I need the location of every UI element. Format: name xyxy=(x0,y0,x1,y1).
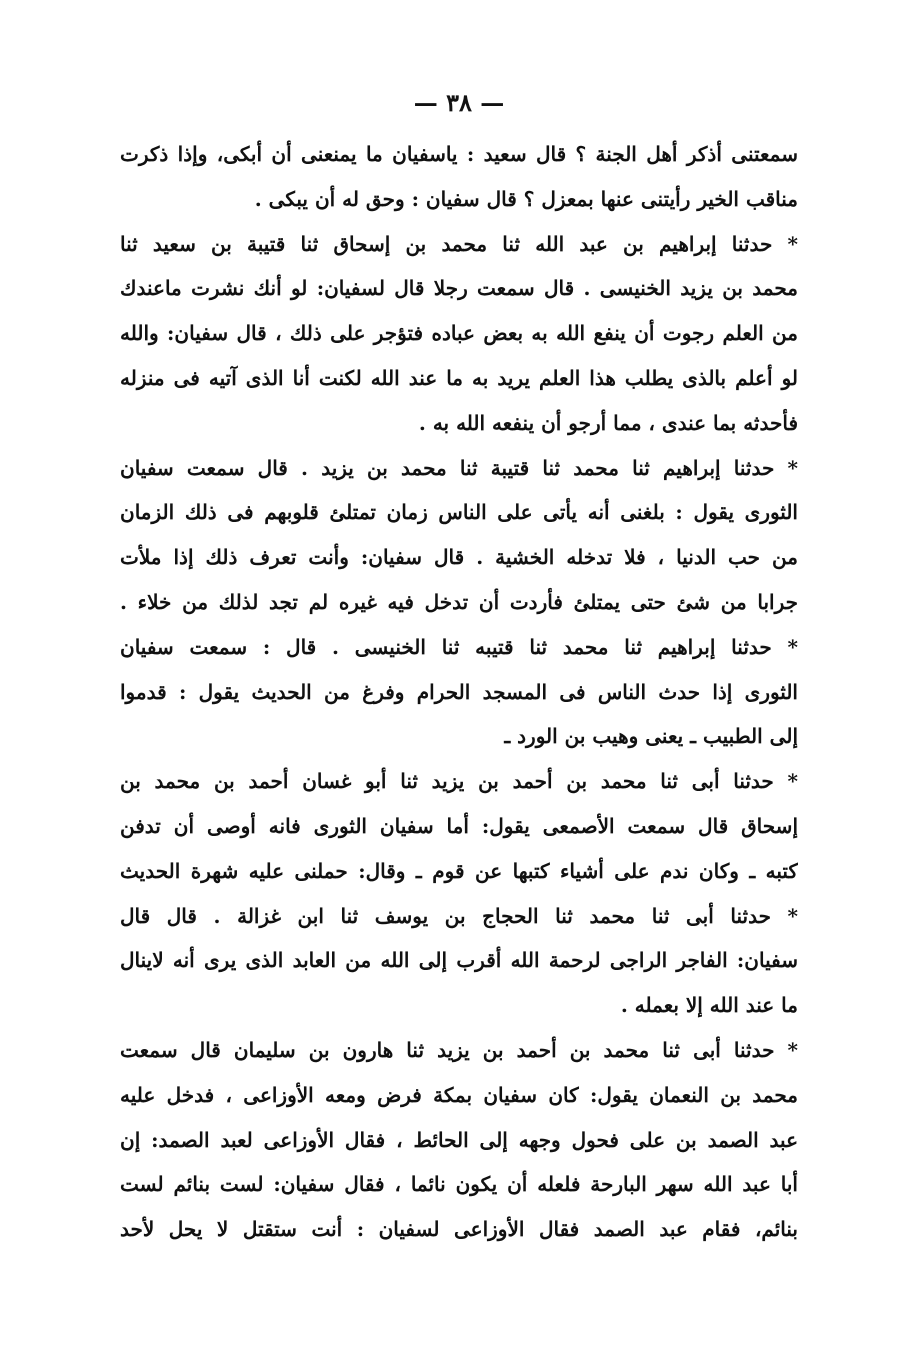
text-line: عبد الصمد بن على فحول وجهه إلى الحائط ، فقال الأوزاعى لعبد الصمد: إن xyxy=(120,1127,798,1152)
text-line: إسحاق قال سمعت الأصمعى يقول: أما سفيان الثورى فانه أوصى أن تدفن xyxy=(120,813,798,838)
text-line: محمد بن النعمان يقول: كان سفيان بمكة فرض ومعه الأوزاعى ، فدخل عليه xyxy=(120,1082,798,1107)
text-line: مناقب الخير رأيتنى عنها بمعزل ؟ قال سفيان : وحق له أن يبكى . xyxy=(254,186,798,211)
text-line: الثورى يقول : بلغنى أنه يأتى على الناس زمان تمتلئ قلوبهم فى ذلك الزمان xyxy=(120,500,798,525)
text-line: ما عند الله إلا بعمله . xyxy=(620,993,798,1018)
text-line: من العلم رجوت أن ينفع الله به بعض عباده فتؤجر على ذلك ، قال سفيان: والله xyxy=(120,321,798,346)
text-line: محمد بن يزيد الخنيسى . قال سمعت رجلا قال لسفيان: لو أنك نشرت ماعندك xyxy=(120,276,798,301)
text-line: * حدثنا أبى ثنا محمد بن أحمد بن يزيد ثنا هارون بن سليمان قال سمعت xyxy=(120,1037,798,1062)
text-line: لو أعلم بالذى يطلب هذا العلم يريد به ما عند الله لكنت أنا الذى آتيه فى منزله xyxy=(120,365,798,390)
text-line: سمعتنى أذكر أهل الجنة ؟ قال سعيد : ياسفيان ما يمنعنى أن أبكى، وإذا ذكرت xyxy=(120,142,798,166)
text-line: * حدثنا إبراهيم ثنا محمد ثنا قتيبة ثنا محمد بن يزيد . قال سمعت سفيان xyxy=(120,455,798,480)
text-line: أبا عبد الله سهر البارحة فلعله أن يكون نائما ، فقال سفيان: لست بنائم لست xyxy=(120,1172,798,1197)
text-line: سفيان: الفاجر الراجى لرحمة الله أقرب إلى الله من العابد الذى يرى أنه لاينال xyxy=(120,948,798,973)
page-number: — ٣٨ — xyxy=(413,88,505,117)
text-line: إلى الطبيب ـ يعنى وهيب بن الورد ـ xyxy=(504,724,798,749)
text-line: بنائم، فقام عبد الصمد فقال الأوزاعى لسفيان : أنت ستقتل لا يحل لأحد xyxy=(120,1217,798,1242)
text-line: جرابا من شئ حتى يمتلئ فأردت أن تدخل فيه غيره لم تجد لذلك من خلاء . xyxy=(120,589,798,614)
page-text-body xyxy=(120,132,798,1252)
text-line: كتبه ـ وكان ندم على أشياء كتبها عن قوم ـ وقال: حملنى عليه شهرة الحديث xyxy=(120,858,798,883)
text-line: * حدثنا إبراهيم ثنا محمد ثنا قتيبه ثنا الخنيسى . قال : سمعت سفيان xyxy=(120,634,798,659)
text-line: فأحدثه بما عندى ، مما أرجو أن ينفعه الله به . xyxy=(418,410,798,435)
text-line: * حدثنا أبى ثنا محمد ثنا الحجاج بن يوسف ثنا ابن غزالة . قال قال xyxy=(120,903,798,928)
text-line: * حدثنا أبى ثنا محمد بن أحمد بن يزيد ثنا أبو غسان أحمد بن محمد بن xyxy=(120,769,798,794)
text-line: * حدثنا إبراهيم بن عبد الله ثنا محمد بن إسحاق ثنا قتيبة بن سعيد ثنا xyxy=(120,231,798,256)
text-line: الثورى إذا حدث الناس فى المسجد الحرام وفرغ من الحديث يقول : قدموا xyxy=(120,679,798,704)
text-line: من حب الدنيا ، فلا تدخله الخشية . قال سفيان: وأنت تعرف ذلك إذا ملأت xyxy=(120,545,798,570)
